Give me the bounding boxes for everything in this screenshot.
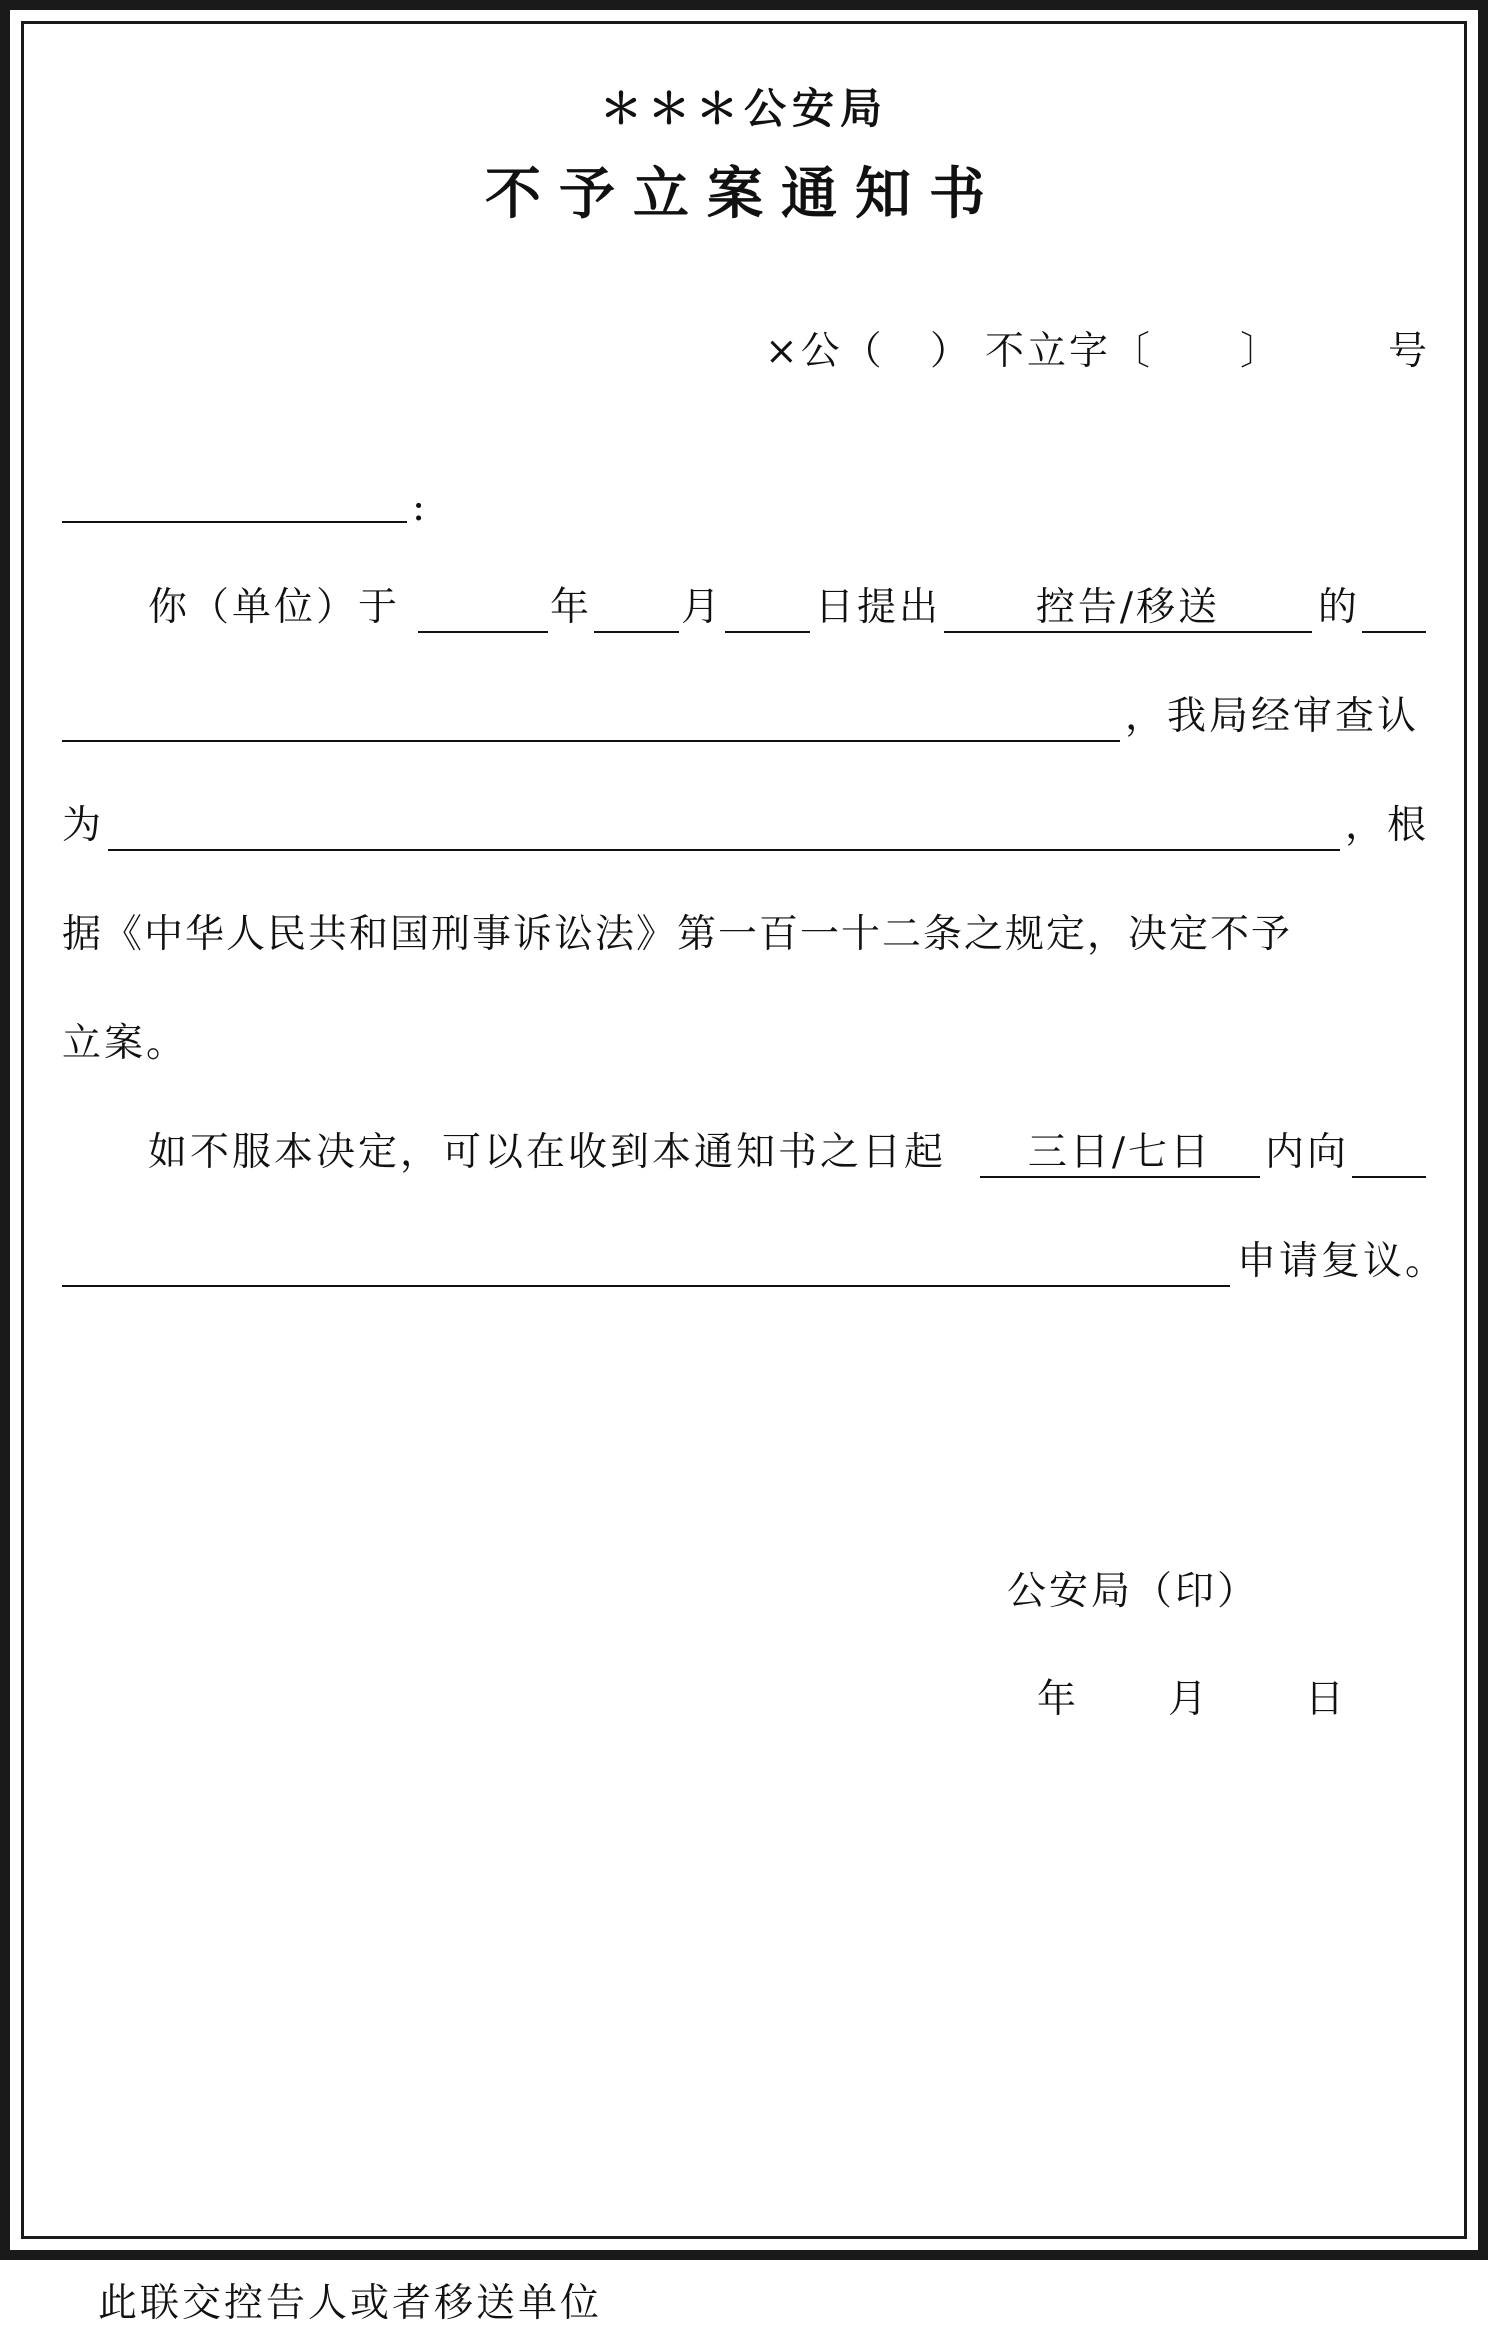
review-agency-blank-2[interactable] <box>62 1285 1230 1287</box>
reason-blank-1[interactable] <box>1362 631 1426 633</box>
doc-number-close-paren: ） <box>930 329 973 374</box>
doc-number-word: 不立字〔 <box>985 329 1154 374</box>
line6-mid: 内向 <box>1265 1130 1350 1175</box>
agency-name: ＊＊＊公安局 <box>599 84 888 133</box>
month-label: 月 <box>681 585 724 630</box>
sign-year: 年 <box>1037 1677 1080 1722</box>
body-line1-start: 你（单位）于 <box>148 585 401 630</box>
doc-number-prefix: ×公（ <box>765 329 885 374</box>
document-title: 不予立案通知书 <box>485 161 1003 227</box>
addressee-blank[interactable] <box>62 521 407 523</box>
body-line7-end: 申请复议。 <box>1237 1239 1448 1284</box>
submit-type-blank <box>944 631 1312 633</box>
finding-blank[interactable] <box>108 849 1340 851</box>
doc-number-close-bracket: 〕 <box>1240 329 1283 374</box>
body-line2-end: ，我局经审查认 <box>1125 694 1420 739</box>
copy-note: 此联交控告人或者移送单位 <box>98 2281 603 2326</box>
decision-text: 立案。 <box>62 1021 189 1066</box>
of-label: 的 <box>1318 585 1361 630</box>
doc-number-suffix: 号 <box>1388 329 1431 374</box>
period-blank <box>980 1176 1260 1178</box>
body-line3-start: 为 <box>62 803 105 848</box>
review-agency-blank-1[interactable] <box>1352 1176 1426 1178</box>
period-value: 三日/七日 <box>1027 1130 1213 1175</box>
sign-day: 日 <box>1305 1677 1348 1722</box>
legal-basis-text: 据《中华人民共和国刑事诉讼法》第一百一十二条之规定，决定不予 <box>62 912 1293 957</box>
day-blank[interactable] <box>725 631 810 633</box>
seal-label: 公安局（印） <box>1007 1569 1260 1614</box>
sign-month: 月 <box>1168 1677 1211 1722</box>
month-blank[interactable] <box>594 631 679 633</box>
body-line3-end: ，根 <box>1345 803 1430 848</box>
year-label: 年 <box>550 585 593 630</box>
addressee-colon: : <box>412 485 429 530</box>
appeal-text: 如不服本决定，可以在收到本通知书之日起 <box>148 1130 947 1175</box>
reason-blank-2[interactable] <box>62 740 1120 742</box>
day-submit-label: 日提出 <box>815 585 942 630</box>
submit-type-value: 控告/移送 <box>1035 585 1221 630</box>
year-blank[interactable] <box>418 631 548 633</box>
